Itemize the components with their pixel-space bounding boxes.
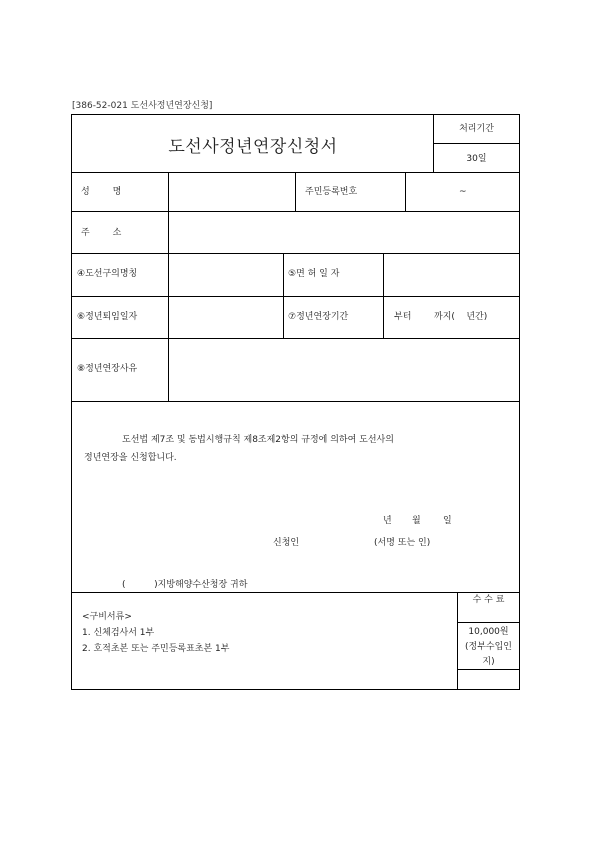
processing-period-label: 처리기간 — [459, 124, 494, 134]
recipient: ( )지방해양수산청장 귀하 — [122, 580, 248, 590]
divider — [71, 592, 520, 593]
pilotage-area-field[interactable] — [169, 254, 283, 296]
form-code: [386-52-021 도선사정년연장신청] — [72, 101, 213, 111]
extension-reason-field[interactable] — [169, 339, 520, 401]
documents-header: <구비서류> — [82, 612, 132, 622]
divider — [295, 172, 296, 211]
divider — [433, 143, 520, 144]
rrn-label: 주민등록번호 — [305, 187, 358, 197]
applicant-label: 신청인 — [273, 538, 300, 548]
signature-hint: (서명 또는 인) — [374, 538, 431, 548]
fee-note: 지) — [482, 657, 495, 667]
divider — [71, 296, 520, 297]
address-field[interactable] — [169, 212, 520, 253]
date-month-label: 월 — [412, 516, 421, 526]
document-item: 1. 신체검사서 1부 — [82, 628, 155, 638]
statement-line1: 도선법 제7조 및 동법시행규칙 제8조제2항의 규정에 의하여 도선사의 — [122, 435, 394, 445]
pilotage-area-label: ④도선구의명칭 — [77, 269, 138, 279]
extension-reason-label: ⑧정년연장사유 — [77, 364, 138, 374]
extension-to-label: 까지( 년간) — [434, 312, 488, 322]
address-label: 주 소 — [81, 228, 122, 238]
license-date-label: ⑤면 허 일 자 — [288, 269, 340, 279]
document-item: 2. 호적초본 또는 주민등록표초본 1부 — [82, 644, 230, 654]
license-date-field[interactable] — [384, 254, 520, 296]
divider — [457, 669, 520, 670]
statement-line2: 정년연장을 신청합니다. — [84, 453, 177, 463]
form-title: 도선사정년연장신청서 — [168, 137, 338, 157]
fee-note: (정부수입인 — [465, 642, 512, 652]
retirement-date-field[interactable] — [169, 297, 283, 338]
rrn-separator: ~ — [459, 187, 467, 197]
extension-from-label: 부터 — [394, 312, 412, 322]
fee-amount: 10,000원 — [468, 627, 509, 637]
divider — [457, 622, 520, 623]
divider — [457, 592, 458, 690]
processing-period-value: 30일 — [466, 154, 487, 164]
retirement-date-label: ⑥정년퇴임일자 — [77, 312, 138, 322]
date-year-label: 년 — [383, 516, 392, 526]
date-day-label: 일 — [443, 516, 452, 526]
name-field[interactable] — [169, 173, 295, 211]
divider — [283, 253, 284, 338]
divider — [71, 401, 520, 402]
extension-period-label: ⑦정년연장기간 — [288, 312, 349, 322]
name-label: 성 명 — [81, 187, 122, 197]
fee-label: 수 수 료 — [472, 595, 505, 605]
